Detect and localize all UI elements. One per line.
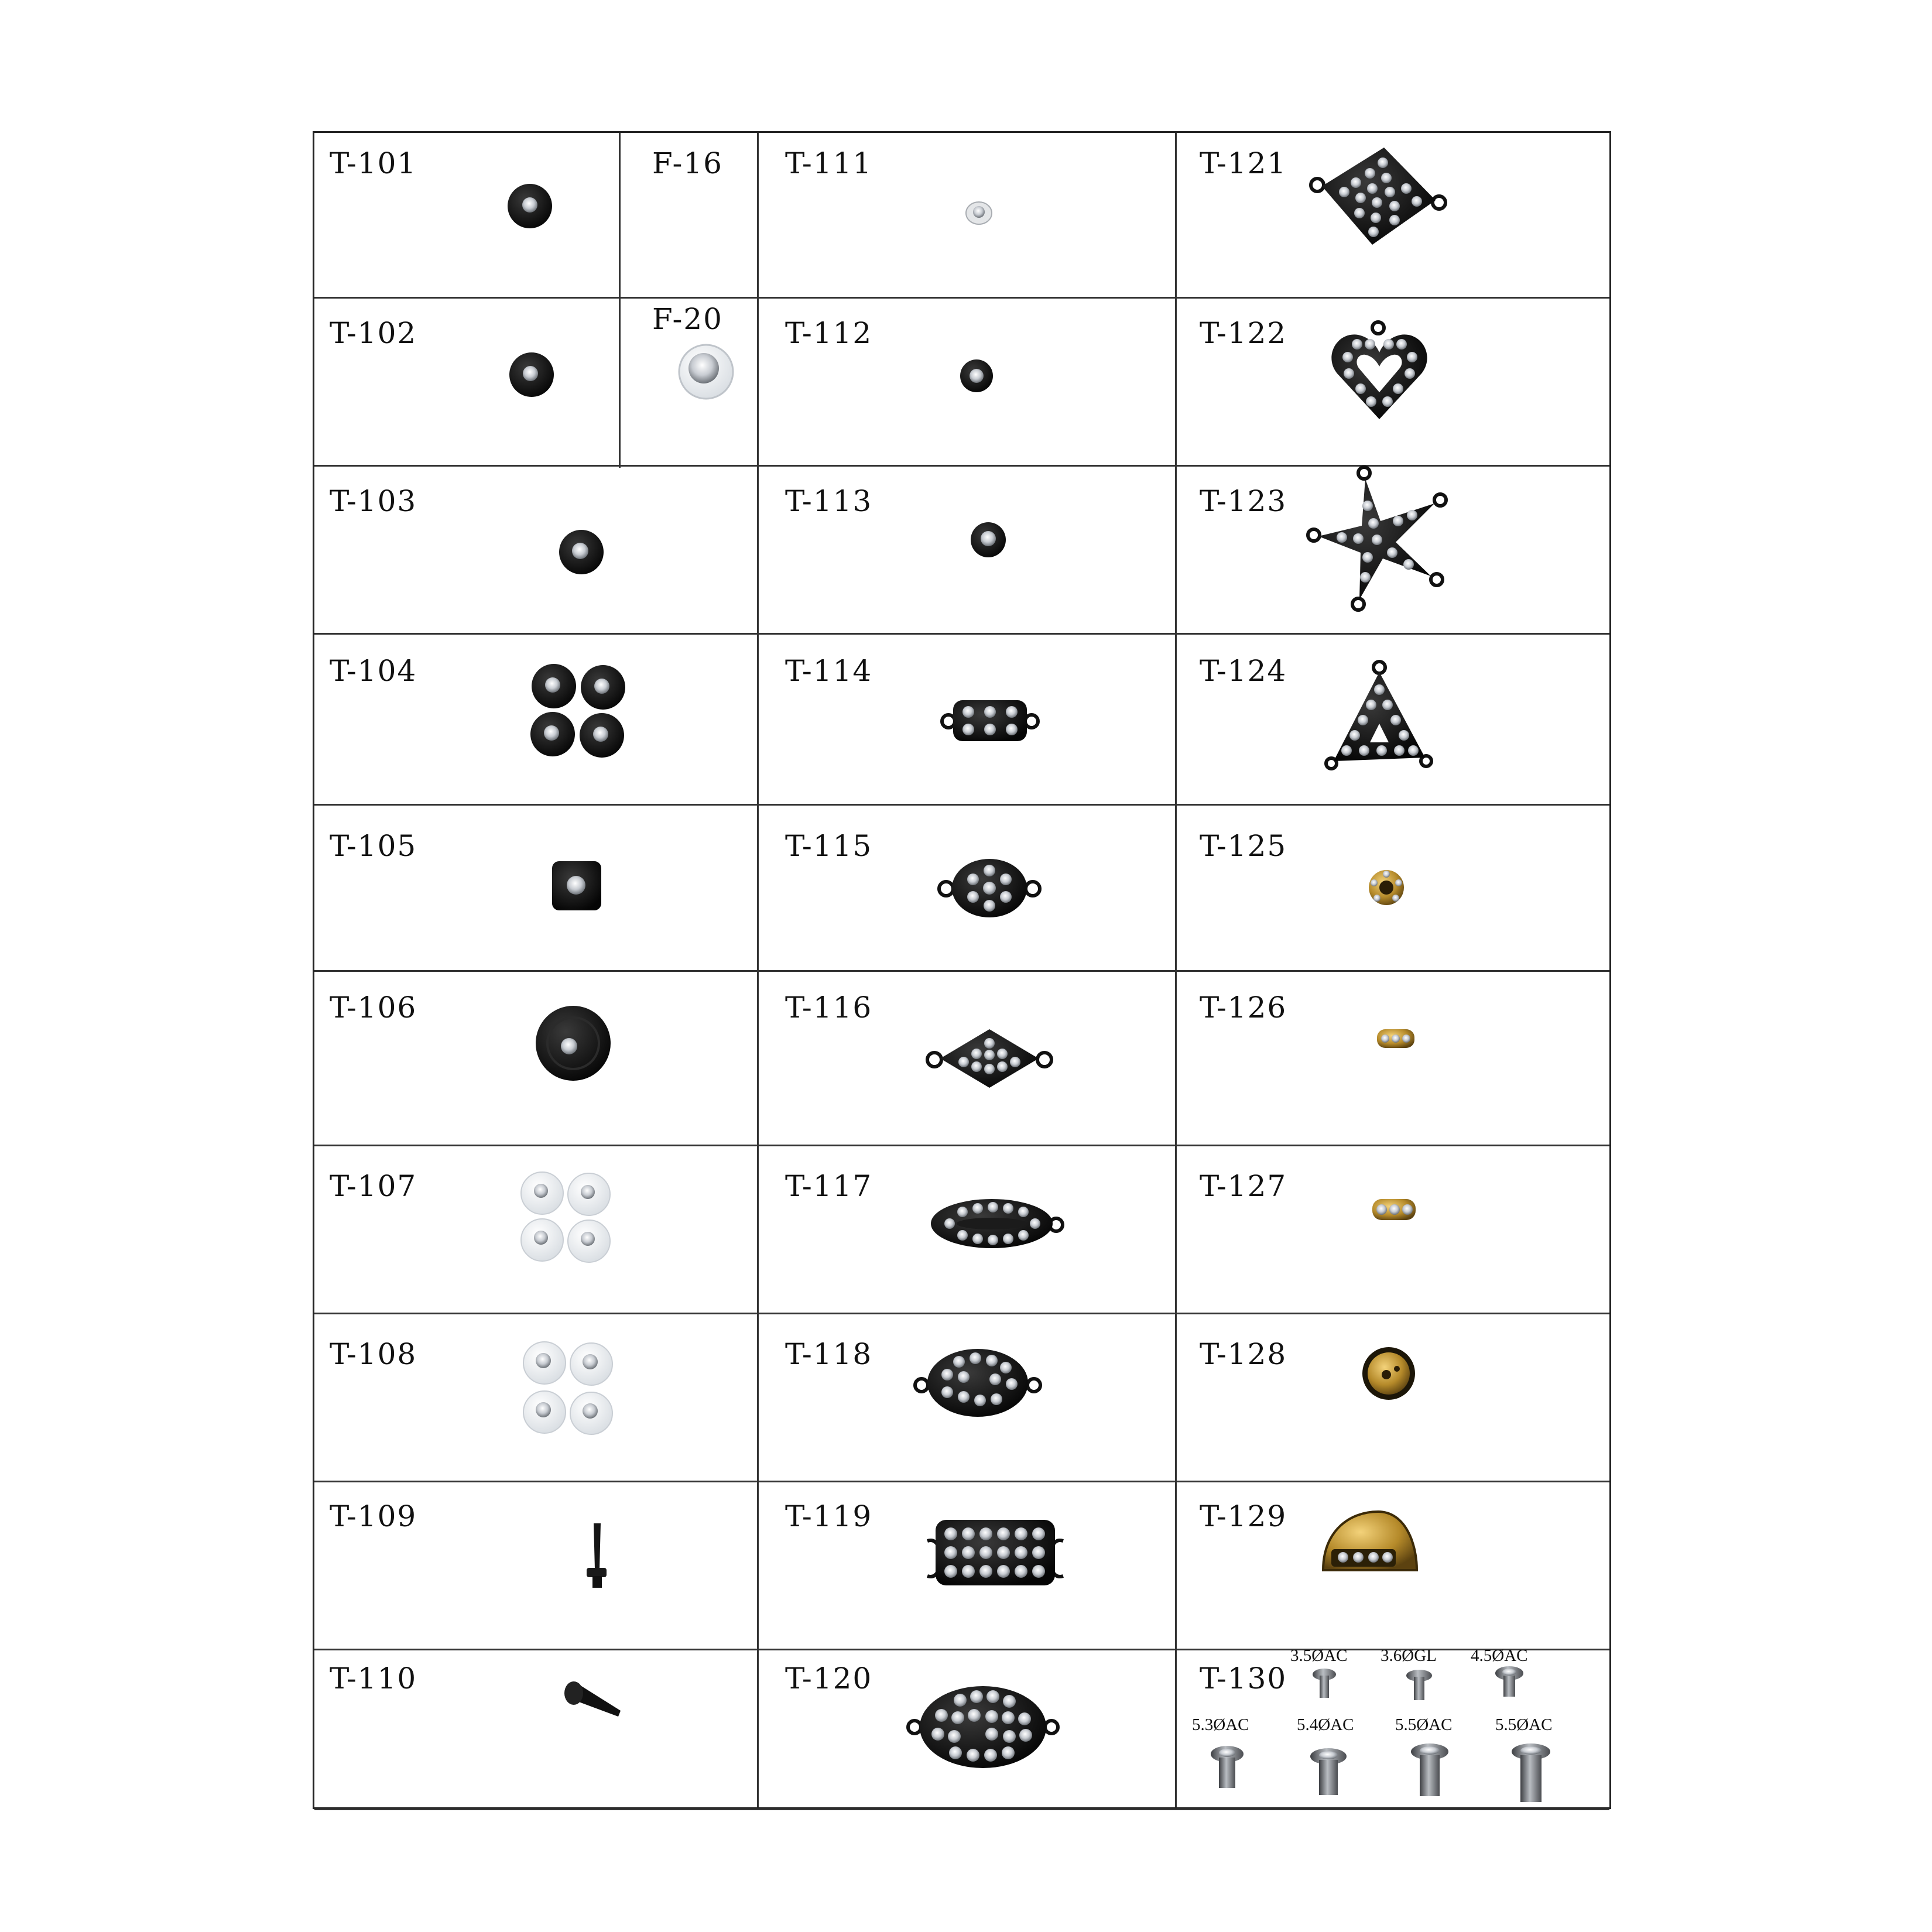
row-divider [314, 1808, 1609, 1810]
rivet-stud-icon [1510, 1742, 1551, 1803]
item-code-t-103: T-103 [330, 484, 417, 518]
heart-pendant-black-icon [1329, 321, 1430, 423]
item-code-t-101: T-101 [330, 146, 417, 180]
row-divider [314, 1313, 1609, 1314]
rivet-stud-icon [1309, 1747, 1348, 1796]
size-caption: 3.5ØAC [1290, 1646, 1348, 1665]
rondelle-gold-side-icon [1375, 1026, 1417, 1051]
item-code-f-20: F-20 [652, 302, 723, 336]
rivet-stud-icon [1311, 1667, 1337, 1699]
item-code-t-123: T-123 [1200, 484, 1287, 518]
diamond-pendant-black-icon [1309, 144, 1447, 249]
item-code-t-106: T-106 [330, 991, 417, 1025]
size-caption: 5.4ØAC [1297, 1715, 1354, 1734]
cone-pin-black-icon [562, 1680, 626, 1721]
item-code-t-108: T-108 [330, 1337, 417, 1371]
square-bead-black-icon [550, 859, 603, 912]
rectangle-connector-black-icon [940, 697, 1040, 745]
tiny-crystal-bead-icon [965, 200, 993, 226]
row-divider [314, 1145, 1609, 1146]
item-code-t-105: T-105 [330, 829, 417, 863]
oval-connector-black-icon [913, 1344, 1042, 1420]
item-code-t-102: T-102 [330, 316, 417, 350]
item-code-t-113: T-113 [785, 484, 873, 518]
item-code-t-107: T-107 [330, 1169, 417, 1203]
row-divider [314, 1481, 1609, 1482]
size-caption: 3.6ØGL [1381, 1646, 1437, 1665]
item-code-t-120: T-120 [785, 1662, 873, 1695]
item-code-t-117: T-117 [785, 1169, 873, 1203]
item-code-t-111: T-111 [785, 146, 873, 180]
pin-stud-black-icon [582, 1521, 611, 1591]
column-divider [1175, 133, 1177, 1807]
column-divider [619, 133, 621, 468]
four-round-beads-black-icon [528, 662, 633, 761]
four-pearl-beads-white-icon [521, 1340, 621, 1437]
size-caption: 5.5ØAC [1395, 1715, 1453, 1734]
rivet-stud-icon [1410, 1742, 1450, 1797]
round-bead-black-icon [506, 183, 553, 229]
large-round-button-black-icon [534, 1004, 612, 1083]
item-code-t-124: T-124 [1200, 654, 1287, 688]
gold-cup-bead-icon [1361, 1345, 1417, 1402]
triangle-pendant-black-icon [1323, 660, 1434, 770]
rivet-stud-icon [1494, 1665, 1525, 1698]
gold-half-moon-spacer-icon [1320, 1508, 1419, 1581]
item-code-t-126: T-126 [1200, 991, 1287, 1025]
item-code-t-122: T-122 [1200, 316, 1287, 350]
row-divider [314, 297, 1609, 299]
item-code-t-127: T-127 [1200, 1169, 1287, 1203]
size-caption: 5.3ØAC [1192, 1715, 1249, 1734]
large-oval-connector-black-icon [906, 1680, 1060, 1774]
row-divider [314, 804, 1609, 806]
item-code-t-129: T-129 [1200, 1499, 1287, 1533]
rivet-stud-icon [1405, 1669, 1433, 1701]
row-divider [314, 633, 1609, 635]
round-bead-black-icon [558, 529, 605, 576]
item-code-t-109: T-109 [330, 1499, 417, 1533]
item-code-t-116: T-116 [785, 991, 873, 1025]
item-code-t-128: T-128 [1200, 1337, 1287, 1371]
narrow-oval-connector-black-icon [926, 1194, 1064, 1253]
item-code-t-104: T-104 [330, 654, 417, 688]
flower-connector-black-icon [937, 856, 1042, 920]
item-code-t-115: T-115 [785, 829, 873, 863]
item-code-t-118: T-118 [785, 1337, 873, 1371]
item-code-t-121: T-121 [1200, 146, 1287, 180]
triple-row-connector-black-icon [925, 1515, 1066, 1591]
item-code-t-130: T-130 [1200, 1662, 1287, 1695]
item-code-t-125: T-125 [1200, 829, 1287, 863]
item-code-t-119: T-119 [785, 1499, 873, 1533]
item-code-t-112: T-112 [785, 316, 873, 350]
small-round-bead-black-icon [959, 358, 994, 393]
item-code-t-114: T-114 [785, 654, 873, 688]
rhombus-connector-black-icon [925, 1026, 1054, 1091]
rondelle-gold-side-icon [1370, 1194, 1418, 1225]
round-bead-white-icon [677, 342, 735, 401]
item-code-t-110: T-110 [330, 1662, 417, 1695]
small-round-bead-black-icon [970, 521, 1007, 559]
round-bead-black-icon [508, 351, 555, 398]
item-code-f-16: F-16 [652, 146, 723, 180]
size-caption: 5.5ØAC [1495, 1715, 1553, 1734]
star-pendant-black-icon [1304, 465, 1451, 612]
four-pearl-beads-white-icon [519, 1171, 618, 1265]
rondelle-gold-icon [1368, 869, 1405, 906]
rivet-stud-icon [1210, 1745, 1245, 1789]
column-divider [757, 133, 759, 1807]
size-caption: 4.5ØAC [1471, 1646, 1528, 1665]
row-divider [314, 970, 1609, 972]
